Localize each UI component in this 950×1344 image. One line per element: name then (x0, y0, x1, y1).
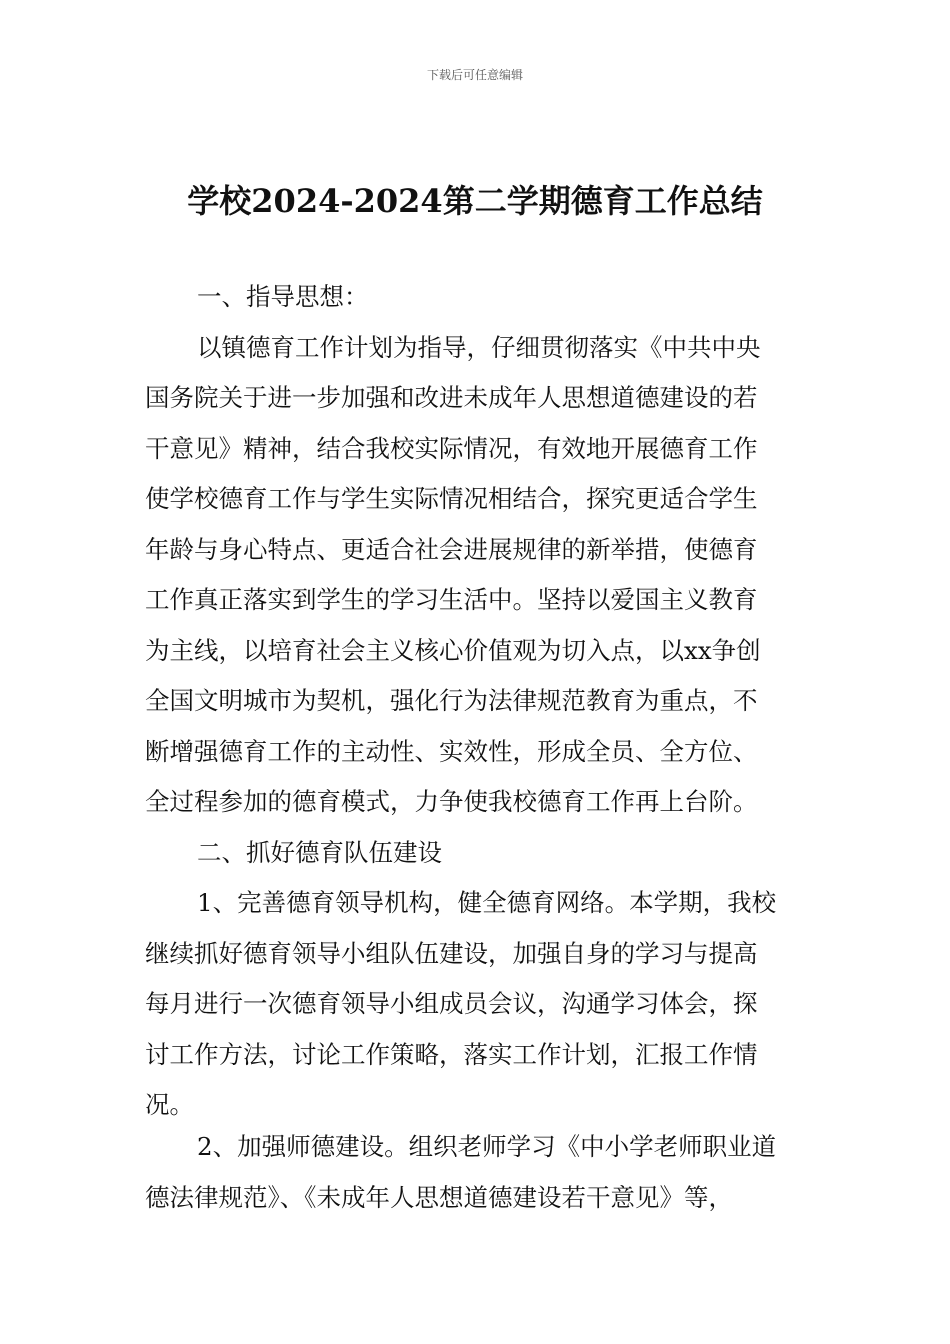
paragraph-line: 年龄与身心特点、更适合社会进展规律的新举措，使德育 (145, 534, 758, 564)
paragraph-line: 况。 (145, 1090, 194, 1119)
section-heading: 一、指导思想： (197, 282, 369, 311)
header-note: 下载后可任意编辑 (426, 68, 523, 82)
paragraph-line: 以镇德育工作计划为指导，仔细贯彻落实《中共中央 (197, 332, 761, 362)
paragraph-line: 为主线，以培育社会主义核心价值观为切入点，以xx争创 (145, 635, 761, 665)
paragraph-line: 干意见》精神，结合我校实际情况，有效地开展德育工作 (145, 433, 758, 463)
paragraph-line: 国务院关于进一步加强和改进未成年人思想道德建设的若 (145, 383, 758, 412)
paragraph-line: 使学校德育工作与学生实际情况相结合，探究更适合学生 (145, 484, 758, 513)
section-heading: 二、抓好德育队伍建设 (197, 837, 442, 867)
paragraph-line: 工作真正落实到学生的学习生活中。坚持以爱国主义教育 (145, 585, 758, 614)
document-body (145, 272, 809, 1131)
paragraph-line: 继续抓好德育领导小组队伍建设，加强自身的学习与提高 (145, 938, 758, 968)
paragraph-line: 2、加强师德建设。组织老师学习《中小学老师职业道 (197, 1132, 777, 1161)
paragraph-line: 德法律规范》、《未成年人思想道德建设若干意见》等， (145, 1182, 733, 1212)
paragraph-line: 全国文明城市为契机，强化行为法律规范教育为重点，不 (145, 686, 758, 715)
paragraph-line: 每月进行一次德育领导小组成员会议，沟通学习体会，探 (145, 989, 758, 1018)
paragraph-line: 全过程参加的德育模式，力争使我校德育工作再上台阶。 (145, 787, 758, 816)
document-title: 学校2024-2024第二学期德育工作总结 (187, 182, 763, 220)
paragraph-line: 讨工作方法，讨论工作策略，落实工作计划，汇报工作情 (145, 1039, 758, 1069)
paragraph-line: 断增强德育工作的主动性、实效性，形成全员、全方位、 (145, 736, 758, 766)
paragraph-line: 1、完善德育领导机构，健全德育网络。本学期，我校 (197, 888, 777, 917)
document-body-continued (145, 1122, 809, 1223)
